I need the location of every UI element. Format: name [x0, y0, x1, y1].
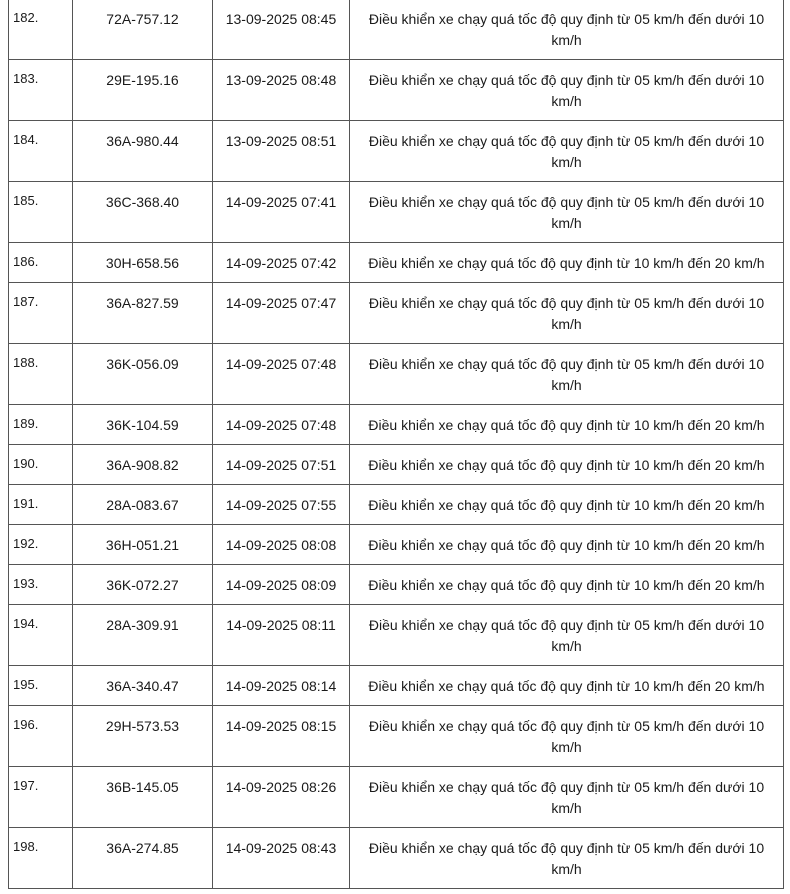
license-plate: 36K-056.09: [73, 344, 213, 405]
violation-time: 14-09-2025 07:47: [213, 283, 350, 344]
license-plate: 36A-340.47: [73, 666, 213, 706]
violation-time: 14-09-2025 08:11: [213, 605, 350, 666]
violations-table-body: [9, 0, 784, 889]
violation-description: Điều khiển xe chạy quá tốc độ quy định từ 10 km/h đến 20 km/h: [350, 565, 784, 605]
violation-description: Điều khiển xe chạy quá tốc độ quy định từ 10 km/h đến 20 km/h: [350, 485, 784, 525]
violation-time: 14-09-2025 07:51: [213, 445, 350, 485]
row-number: 193.: [9, 565, 73, 605]
table-row: [9, 485, 784, 525]
violation-description: Điều khiển xe chạy quá tốc độ quy định từ 10 km/h đến 20 km/h: [350, 445, 784, 485]
license-plate: 36A-274.85: [73, 828, 213, 889]
table-row: [9, 405, 784, 445]
table-row: [9, 182, 784, 243]
violation-description: Điều khiển xe chạy quá tốc độ quy định từ 10 km/h đến 20 km/h: [350, 405, 784, 445]
violation-time: 13-09-2025 08:48: [213, 60, 350, 121]
violation-description: Điều khiển xe chạy quá tốc độ quy định từ 05 km/h đến dưới 10 km/h: [350, 605, 784, 666]
license-plate: 29H-573.53: [73, 706, 213, 767]
table-row: [9, 60, 784, 121]
license-plate: 28A-083.67: [73, 485, 213, 525]
row-number: 189.: [9, 405, 73, 445]
table-row: [9, 121, 784, 182]
table-row: [9, 0, 784, 60]
violation-description: Điều khiển xe chạy quá tốc độ quy định từ 05 km/h đến dưới 10 km/h: [350, 182, 784, 243]
violation-description: Điều khiển xe chạy quá tốc độ quy định từ 10 km/h đến 20 km/h: [350, 666, 784, 706]
violation-time: 14-09-2025 08:08: [213, 525, 350, 565]
violation-description: Điều khiển xe chạy quá tốc độ quy định từ 05 km/h đến dưới 10 km/h: [350, 767, 784, 828]
violation-time: 13-09-2025 08:45: [213, 0, 350, 60]
table-row: [9, 283, 784, 344]
license-plate: 30H-658.56: [73, 243, 213, 283]
row-number: 195.: [9, 666, 73, 706]
table-row: [9, 828, 784, 889]
license-plate: 36K-072.27: [73, 565, 213, 605]
row-number: 190.: [9, 445, 73, 485]
table-row: [9, 565, 784, 605]
violation-description: Điều khiển xe chạy quá tốc độ quy định từ 05 km/h đến dưới 10 km/h: [350, 283, 784, 344]
row-number: 192.: [9, 525, 73, 565]
violation-time: 13-09-2025 08:51: [213, 121, 350, 182]
violation-time: 14-09-2025 07:48: [213, 344, 350, 405]
row-number: 184.: [9, 121, 73, 182]
violation-time: 14-09-2025 08:14: [213, 666, 350, 706]
license-plate: 29E-195.16: [73, 60, 213, 121]
row-number: 182.: [9, 0, 73, 60]
violation-time: 14-09-2025 08:15: [213, 706, 350, 767]
table-row: [9, 344, 784, 405]
license-plate: 28A-309.91: [73, 605, 213, 666]
table-row: [9, 706, 784, 767]
row-number: 185.: [9, 182, 73, 243]
table-row: [9, 243, 784, 283]
row-number: 194.: [9, 605, 73, 666]
violation-description: Điều khiển xe chạy quá tốc độ quy định từ 05 km/h đến dưới 10 km/h: [350, 121, 784, 182]
violation-time: 14-09-2025 08:26: [213, 767, 350, 828]
row-number: 196.: [9, 706, 73, 767]
table-row: [9, 605, 784, 666]
row-number: 197.: [9, 767, 73, 828]
row-number: 188.: [9, 344, 73, 405]
license-plate: 36K-104.59: [73, 405, 213, 445]
license-plate: 36B-145.05: [73, 767, 213, 828]
violation-time: 14-09-2025 07:41: [213, 182, 350, 243]
table-row: [9, 767, 784, 828]
violation-time: 14-09-2025 07:55: [213, 485, 350, 525]
row-number: 191.: [9, 485, 73, 525]
violation-time: 14-09-2025 08:43: [213, 828, 350, 889]
violation-time: 14-09-2025 07:42: [213, 243, 350, 283]
license-plate: 36A-827.59: [73, 283, 213, 344]
violation-time: 14-09-2025 07:48: [213, 405, 350, 445]
violation-description: Điều khiển xe chạy quá tốc độ quy định từ 05 km/h đến dưới 10 km/h: [350, 0, 784, 60]
violation-time: 14-09-2025 08:09: [213, 565, 350, 605]
violation-description: Điều khiển xe chạy quá tốc độ quy định từ 10 km/h đến 20 km/h: [350, 243, 784, 283]
table-row: [9, 445, 784, 485]
violation-description: Điều khiển xe chạy quá tốc độ quy định từ 05 km/h đến dưới 10 km/h: [350, 828, 784, 889]
violation-description: Điều khiển xe chạy quá tốc độ quy định từ 10 km/h đến 20 km/h: [350, 525, 784, 565]
license-plate: 36H-051.21: [73, 525, 213, 565]
license-plate: 72A-757.12: [73, 0, 213, 60]
row-number: 186.: [9, 243, 73, 283]
table-row: [9, 666, 784, 706]
license-plate: 36A-908.82: [73, 445, 213, 485]
row-number: 198.: [9, 828, 73, 889]
table-row: [9, 525, 784, 565]
violation-description: Điều khiển xe chạy quá tốc độ quy định từ 05 km/h đến dưới 10 km/h: [350, 344, 784, 405]
license-plate: 36A-980.44: [73, 121, 213, 182]
row-number: 183.: [9, 60, 73, 121]
violation-description: Điều khiển xe chạy quá tốc độ quy định từ 05 km/h đến dưới 10 km/h: [350, 60, 784, 121]
license-plate: 36C-368.40: [73, 182, 213, 243]
violation-description: Điều khiển xe chạy quá tốc độ quy định từ 05 km/h đến dưới 10 km/h: [350, 706, 784, 767]
violations-table: [8, 0, 784, 889]
row-number: 187.: [9, 283, 73, 344]
